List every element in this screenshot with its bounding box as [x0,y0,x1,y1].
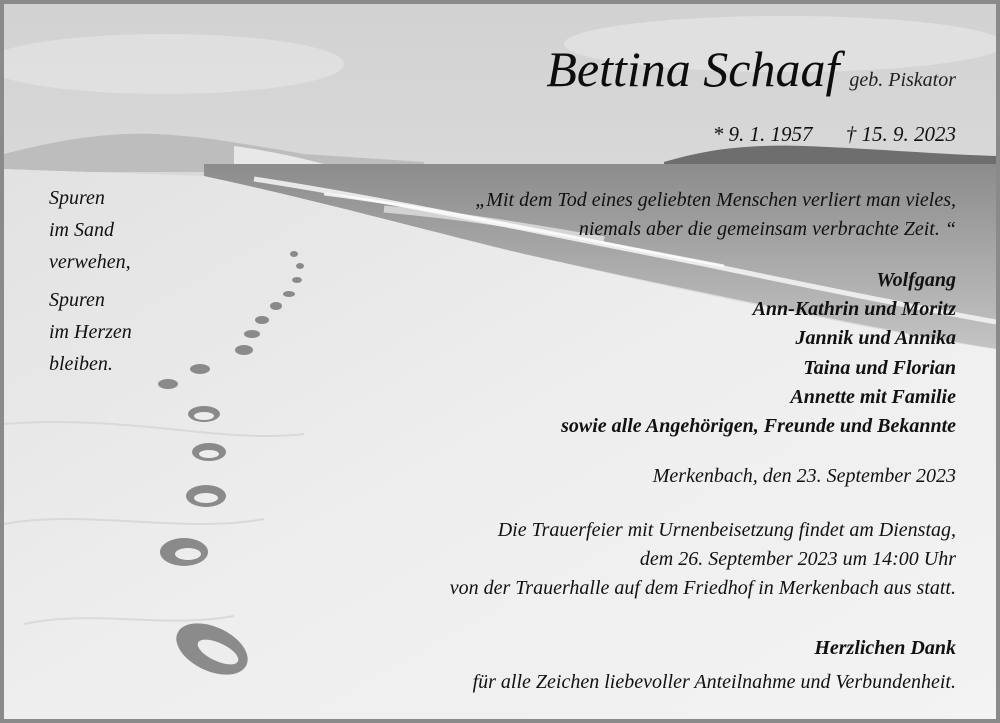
place-and-date: Merkenbach, den 23. September 2023 [652,465,956,487]
poem-stanza-2 [49,284,132,380]
quote-line: niemals aber die gemeinsam verbrachte Zeit. “ [578,218,956,240]
mourner: sowie alle Angehörigen, Freunde und Bekannte [561,414,956,437]
quote [475,186,956,244]
poem-line: im Herzen [49,321,132,343]
birth-date: * 9. 1. 1957 [712,122,813,146]
poem-line: bleiben. [49,353,113,375]
mourner: Annette mit Familie [790,385,956,408]
poem-line: verwehen, [49,251,131,273]
thanks-title: Herzlichen Dank [814,637,956,659]
poem-line: Spuren [49,187,105,209]
thanks-text: für alle Zeichen liebevoller Anteilnahme und Verbundenheit. [472,671,956,693]
life-dates [713,122,956,147]
poem-line: Spuren [49,289,105,311]
ceremony-line: dem 26. September 2023 um 14:00 Uhr [639,548,956,570]
maiden-name: geb. Piskator [849,69,956,91]
poem [49,182,132,386]
poem-line: im Sand [49,219,114,241]
deceased-name: Bettina Schaaf [546,41,840,97]
mourner: Jannik und Annika [795,327,956,350]
mourner: Ann-Kathrin und Moritz [752,298,956,321]
ceremony-line: Die Trauerfeier mit Urnenbeisetzung findet am Dienstag, [497,519,956,541]
mourner: Taina und Florian [803,356,956,379]
mourner: Wolfgang [876,269,956,291]
quote-line: „Mit dem Tod eines geliebten Menschen verliert man vieles, [475,189,956,211]
death-date: † 15. 9. 2023 [845,122,956,146]
ceremony-info [450,516,956,603]
ceremony-line: von der Trauerhalle auf dem Friedhof in Merkenbach aus statt. [449,577,956,599]
mourners-list [561,266,956,441]
poem-stanza-1 [49,182,132,278]
deceased-name-row [546,41,956,97]
